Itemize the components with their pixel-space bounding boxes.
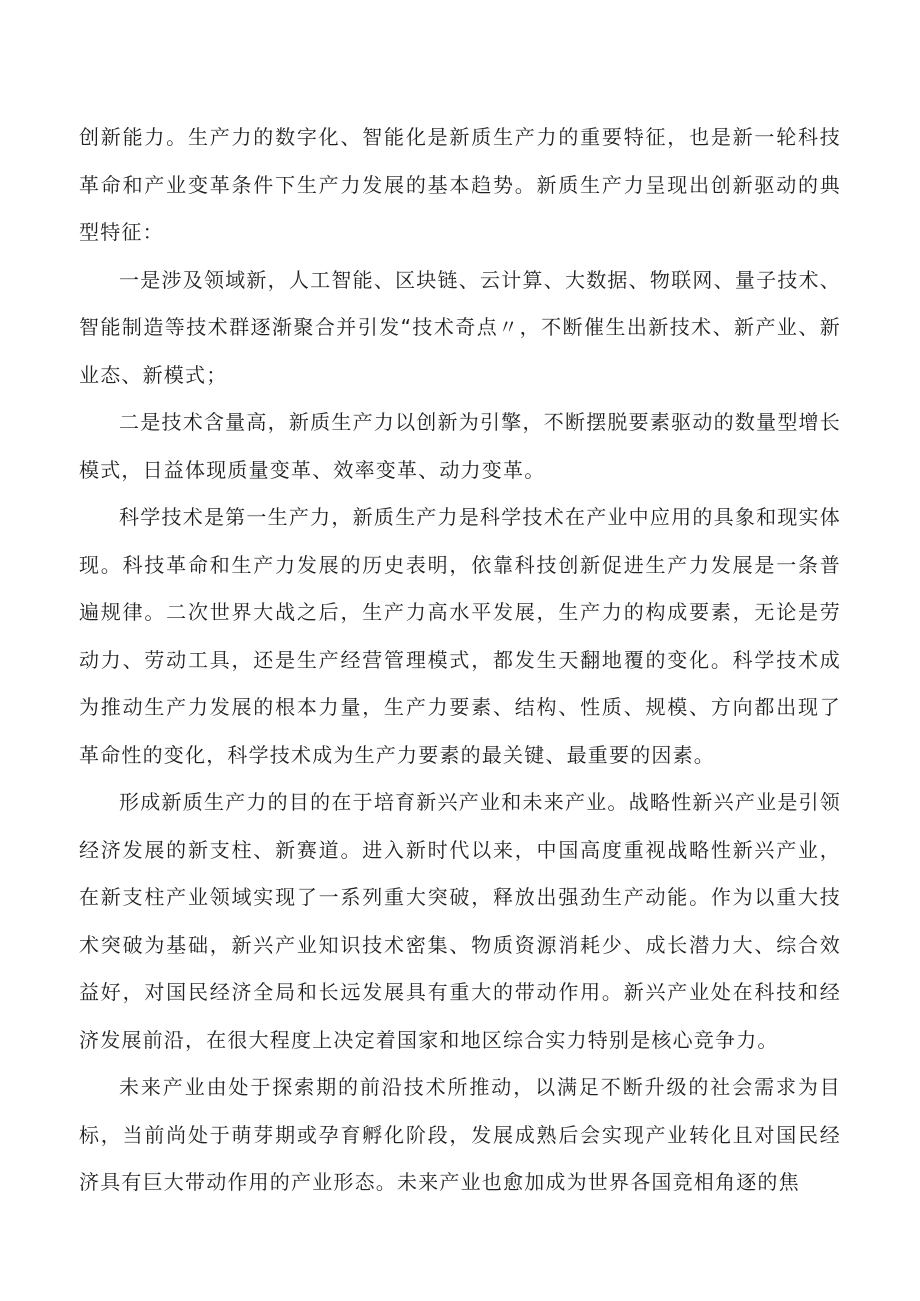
document-body [79,114,841,1207]
paragraph-science-technology: 科学技术是第一生产力，新质生产力是科学技术在产业中应用的具象和现实体现。科技革命和生产力发展的历史表明，依靠科技创新促进生产力发展是一条普遍规律。二次世界大战之后，生产力高水平发展，生产力的构成要素，无论是劳动力、劳动工具，还是生产经营管理模式，都发生天翻地覆的变化。科学技术成为推动生产力发展的根本力量，生产力要素、结构、性质、规模、方向都出现了革命性的变化，科学技术成为生产力要素的最关键、最重要的因素。 [79,505,841,767]
paragraph-tech-content: 二是技术含量高，新质生产力以创新为引擎，不断摆脱要素驱动的数量型增长模式，日益体现质量变革、效率变革、动力变革。 [79,410,841,482]
paragraph-continuation: 创新能力。生产力的数字化、智能化是新质生产力的重要特征，也是新一轮科技革命和产业变革条件下生产力发展的基本趋势。新质生产力呈现出创新驱动的典型特征： [79,125,841,244]
paragraph-future-industries: 未来产业由处于探索期的前沿技术所推动，以满足不断升级的社会需求为目标，当前尚处于萌芽期或孕育孵化阶段，发展成熟后会实现产业转化且对国民经济具有巨大带动作用的产业形态。未来产业也愈加成为世界各国竞相角逐的焦 [79,1075,841,1194]
paragraph-emerging-fields: 一是涉及领域新，人工智能、区块链、云计算、大数据、物联网、量子技术、智能制造等技术群逐渐聚合并引发“技术奇点〃，不断催生出新技术、新产业、新业态、新模式； [79,267,841,387]
paragraph-emerging-industries: 形成新质生产力的目的在于培育新兴产业和未来产业。战略性新兴产业是引领经济发展的新支柱、新赛道。进入新时代以来，中国高度重视战略性新兴产业，在新支柱产业领域实现了一系列重大突破，释放出强劲生产动能。作为以重大技术突破为基础，新兴产业知识技术密集、物质资源消耗少、成长潜力大、综合效益好，对国民经济全局和长远发展具有重大的带动作用。新兴产业处在科技和经济发展前沿，在很大程度上决定着国家和地区综合实力特别是核心竞争力。 [79,790,841,1052]
